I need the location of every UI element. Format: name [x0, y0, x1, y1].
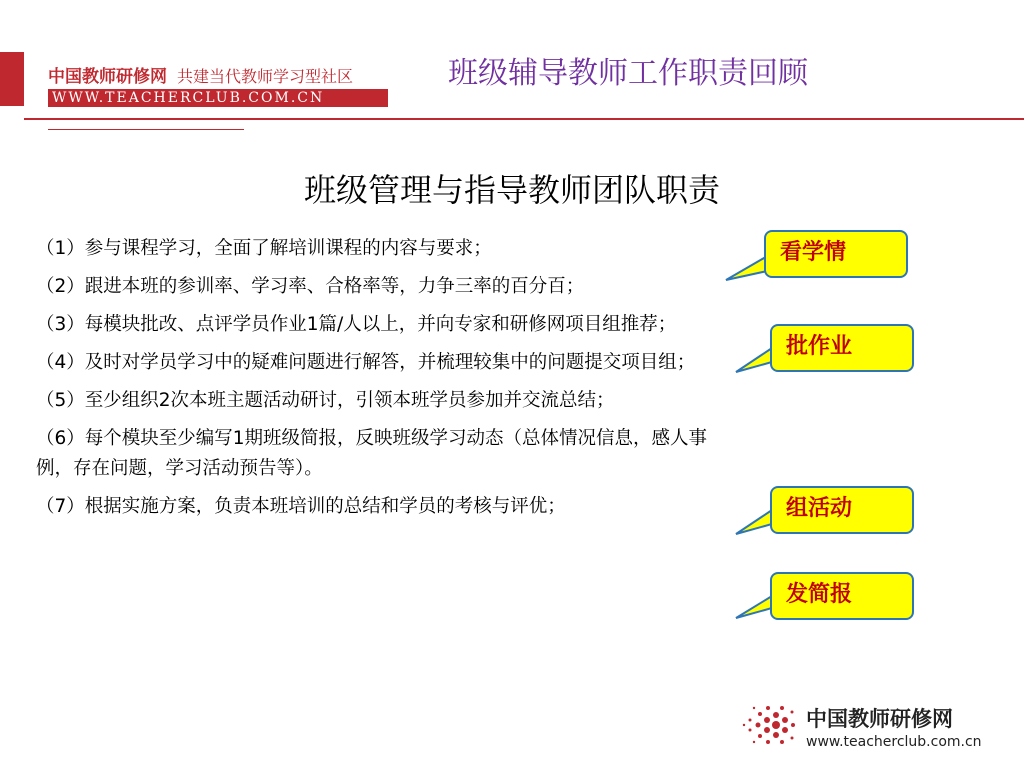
section-heading: 班级管理与指导教师团队职责	[303, 171, 720, 209]
duty-item-6: （6）每个模块至少编写1期班级简报，反映班级学习动态（总体情况信息，感人事例，存在问题，学习活动预告等）。	[36, 428, 708, 479]
footer-url: www.teacherclub.com.cn	[806, 734, 982, 750]
footer-brand	[806, 703, 982, 750]
logo-brand-name: 中国教师研修网	[48, 67, 167, 87]
logo-url-banner: WWW.TEACHERCLUB.COM.CN	[48, 89, 388, 107]
callout-publish-bulletin: 发简报	[770, 572, 914, 620]
callout-pointer-3	[736, 510, 772, 534]
duty-item-5: （5）至少组织2次本班主题活动研讨，引领本班学员参加并交流总结；	[36, 390, 615, 411]
callout-pointer-4	[736, 596, 772, 618]
callout-organize-activity: 组活动	[770, 486, 914, 534]
logo-slogan: 共建当代教师学习型社区	[177, 67, 354, 86]
callout-pointer-2	[736, 348, 772, 372]
duty-item-3: （3）每模块批改、点评学员作业1篇/人以上，并向专家和研修网项目组推荐；	[36, 314, 677, 335]
callout-grade-homework: 批作业	[770, 324, 914, 372]
footer-brand-name: 中国教师研修网	[806, 707, 953, 731]
duty-item-2: （2）跟进本班的参训率、学习率、合格率等，力争三率的百分百；	[36, 276, 585, 297]
callout-check-learning: 看学情	[764, 230, 908, 278]
slide-title: 班级辅导教师工作职责回顾	[448, 56, 808, 91]
duty-item-7: （7）根据实施方案，负责本班培训的总结和学员的考核与评优；	[36, 496, 566, 517]
duty-item-1: （1）参与课程学习，全面了解培训课程的内容与要求；	[36, 238, 492, 259]
duty-item-4: （4）及时对学员学习中的疑难问题进行解答，并梳理较集中的问题提交项目组；	[36, 352, 696, 373]
